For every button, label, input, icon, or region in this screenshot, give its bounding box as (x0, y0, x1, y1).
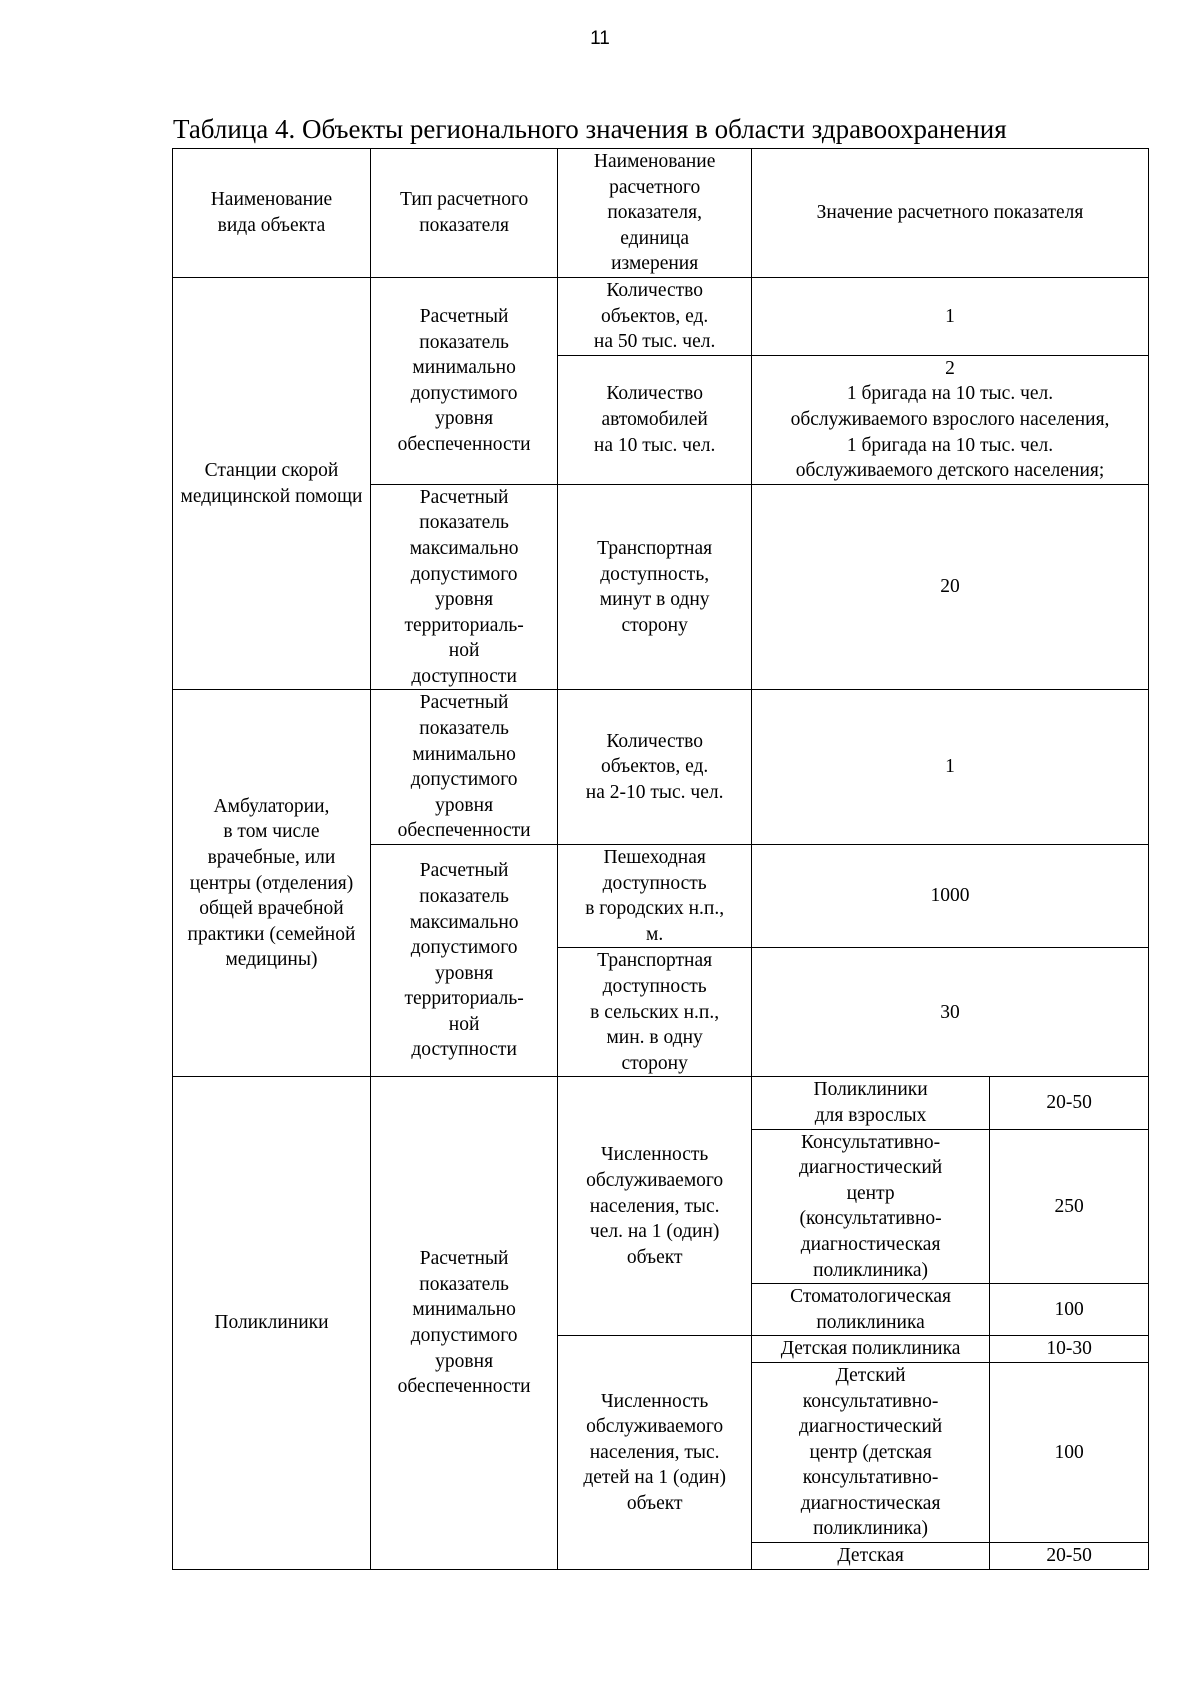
indicator-name: Транспортная доступность, минут в одну сторону (558, 484, 752, 690)
indicator-value: 30 (752, 948, 1149, 1077)
polyclinic-kind: Детский консультативно- диагностический центр (детская консультативно- диагностическая поликлиника) (752, 1362, 990, 1542)
object-name-line: Станции скорой (204, 460, 339, 482)
indicator-value: 20 (752, 484, 1149, 690)
table-row (173, 1077, 1149, 1129)
header-row (173, 149, 1149, 278)
polyclinic-kind: Детская поликлиника (752, 1336, 990, 1363)
table-caption: Таблица 4. Объекты регионального значения в области здравоохранения (173, 114, 1007, 144)
object-name-ambulatory (173, 690, 371, 1077)
object-name-line: в том числе (223, 821, 320, 843)
object-name-rest: врачебные, или центры (отделения) общей врачебной практики (семейной медицины) (187, 847, 356, 971)
header-indicator-value: Значение расчетного показателя (752, 149, 1149, 278)
indicator-name: Количество объектов, ед. на 50 тыс. чел. (558, 277, 752, 355)
header-indicator-name: Наименование расчетного показателя, единица измерения (558, 149, 752, 278)
polyclinic-value: 100 (990, 1284, 1149, 1336)
indicator-type-min: Расчетный показатель минимально допустимого уровня обеспеченности (370, 690, 557, 845)
indicator-type-max: Расчетный показатель максимально допустимого уровня территориаль- ной доступности (370, 845, 557, 1077)
indicator-name: Количество объектов, ед. на 2-10 тыс. чел. (558, 690, 752, 845)
polyclinic-kind: Поликлиники для взрослых (752, 1077, 990, 1129)
indicator-type-min: Расчетный показатель минимально допустимого уровня обеспеченности (370, 1077, 557, 1569)
indicator-value: 1 (752, 690, 1149, 845)
indicator-type-min: Расчетный показатель минимально допустимого уровня обеспеченности (370, 277, 557, 484)
polyclinic-value: 20-50 (990, 1077, 1149, 1129)
polyclinic-kind: Консультативно- диагностический центр (консультативно- диагностическая поликлиника) (752, 1129, 990, 1284)
polyclinic-value: 100 (990, 1362, 1149, 1542)
object-name-line: Амбулатории, (213, 795, 330, 817)
polyclinic-value: 10-30 (990, 1336, 1149, 1363)
indicator-value: 1000 (752, 845, 1149, 948)
header-object-name: Наименование вида объекта (173, 149, 371, 278)
object-name-rest: медицинской помощи (180, 485, 363, 507)
header-indicator-type: Тип расчетного показателя (370, 149, 557, 278)
polyclinic-kind: Детская (752, 1543, 990, 1570)
indicator-name: Численность обслуживаемого населения, тыс. детей на 1 (один) объект (558, 1336, 752, 1569)
indicator-name: Количество автомобилей на 10 тыс. чел. (558, 355, 752, 484)
indicator-value: 1 (752, 277, 1149, 355)
object-name-polyclinics: Поликлиники (173, 1077, 371, 1569)
table-row (173, 277, 1149, 355)
indicator-name: Численность обслуживаемого населения, тыс. чел. на 1 (один) объект (558, 1077, 752, 1336)
health-objects-table (172, 148, 1149, 1570)
polyclinic-value: 250 (990, 1129, 1149, 1284)
polyclinic-value: 20-50 (990, 1543, 1149, 1570)
table-row (173, 690, 1149, 845)
indicator-name: Транспортная доступность в сельских н.п., мин. в одну сторону (558, 948, 752, 1077)
indicator-value: 2 1 бригада на 10 тыс. чел. обслуживаемого взрослого населения, 1 бригада на 10 тыс. чел. обслуживаемого детского населения; (752, 355, 1149, 484)
page-number: 11 (590, 28, 610, 49)
indicator-name: Пешеходная доступность в городских н.п., м. (558, 845, 752, 948)
object-name-ambulance (173, 277, 371, 690)
polyclinic-kind: Стоматологическая поликлиника (752, 1284, 990, 1336)
indicator-type-max: Расчетный показатель максимально допустимого уровня территориаль- ной доступности (370, 484, 557, 690)
